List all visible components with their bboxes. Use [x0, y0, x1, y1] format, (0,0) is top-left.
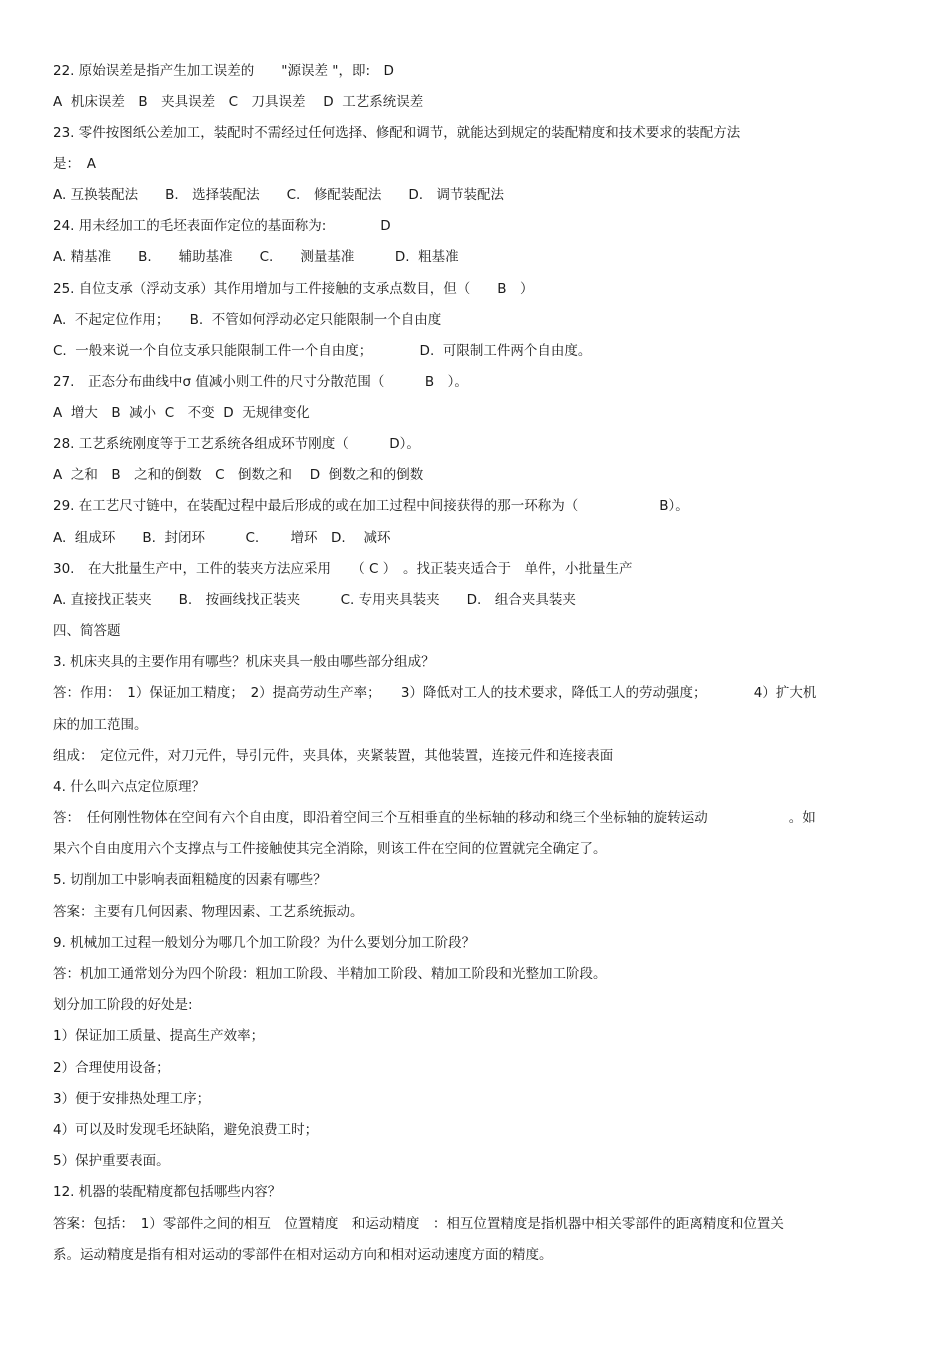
q29-question: 29. 在工艺尺寸链中，在装配过程中最后形成的或在加工过程中间接获得的那一环称为（ B）。 [53, 498, 689, 514]
sa5-answer: 答案：主要有几何因素、物理因素、工艺系统振动。 [53, 904, 364, 920]
q30-question: 30. 在大批量生产中，工件的装夹方法应采用 （ C ） 。找正装夹适合于 单件，小批量生产 [53, 561, 633, 577]
sa4-question: 4. 什么叫六点定位原理？ [53, 779, 206, 795]
q23-question: 23. 零件按图纸公差加工，装配时不需经过任何选择、修配和调节，就能达到规定的装配精度和技术要求的装配方法 [53, 125, 741, 141]
sa5-question: 5. 切削加工中影响表面粗糙度的因素有哪些？ [53, 872, 327, 888]
sa9-benefit-3: 3）便于安排热处理工序； [53, 1091, 211, 1107]
q30-options: A. 直接找正装夹 B. 按画线找正装夹 C. 专用夹具装夹 D. 组合夹具装夹 [53, 592, 576, 608]
sa3-question: 3. 机床夹具的主要作用有哪些？机床夹具一般由哪些部分组成？ [53, 654, 435, 670]
q25-question: 25. 自位支承（浮动支承）其作用增加与工件接触的支承点数目，但（ B ） [53, 281, 534, 297]
q28-options: A 之和 B 之和的倒数 C 倒数之和 D 倒数之和的倒数 [53, 467, 424, 483]
q24-question: 24. 用未经加工的毛坯表面作定位的基面称为: D [53, 218, 391, 234]
q22-question: 22. 原始误差是指产生加工误差的 "源误差 "，即: D [53, 63, 394, 79]
sa9-benefit-2: 2）合理使用设备； [53, 1060, 170, 1076]
sa9-question: 9. 机械加工过程一般划分为哪几个加工阶段？为什么要划分加工阶段？ [53, 935, 476, 951]
sa9-benefit-4: 4）可以及时发现毛坯缺陷，避免浪费工时； [53, 1122, 319, 1138]
q22-options: A 机床误差 B 夹具误差 C 刀具误差 D 工艺系统误差 [53, 94, 424, 110]
sa12-question: 12. 机器的装配精度都包括哪些内容？ [53, 1184, 282, 1200]
sa9-answer: 答：机加工通常划分为四个阶段：粗加工阶段、半精加工阶段、精加工阶段和光整加工阶段。 [53, 966, 607, 982]
sa12-answer-cont: 系。运动精度是指有相对运动的零部件在相对运动方向和相对运动速度方面的精度。 [53, 1247, 553, 1263]
sa4-answer-cont: 果六个自由度用六个支撑点与工件接触使其完全消除，则该工件在空间的位置就完全确定了。 [53, 841, 607, 857]
q28-question: 28. 工艺系统刚度等于工艺系统各组成环节刚度（ D）。 [53, 436, 420, 452]
q29-options: A. 组成环 B. 封闭环 C. 增环 D. 减环 [53, 530, 391, 546]
sa9-benefit-1: 1）保证加工质量、提高生产效率； [53, 1028, 265, 1044]
sa3-answer: 答：作用： 1）保证加工精度； 2）提高劳动生产率； 3）降低对工人的技术要求，降低工人的劳动强度； 4）扩大机 [53, 685, 817, 701]
sa12-answer: 答案：包括： 1）零部件之间的相互 位置精度 和运动精度 ：相互位置精度是指机器中相关零部件的距离精度和位置关 [53, 1216, 784, 1232]
q23-options: A. 互换装配法 B. 选择装配法 C. 修配装配法 D. 调节装配法 [53, 187, 505, 203]
q25-options-ab: A. 不起定位作用； B. 不管如何浮动必定只能限制一个自由度 [53, 312, 442, 328]
q27-options: A 增大 B 减小 C 不变 D 无规律变化 [53, 405, 310, 421]
sa3-answer-cont: 床的加工范围。 [53, 717, 148, 733]
q27-question: 27. 正态分布曲线中σ 值减小则工件的尺寸分散范围（ B ）。 [53, 374, 468, 390]
sa9-benefits-intro: 划分加工阶段的好处是: [53, 997, 193, 1013]
sa4-answer: 答： 任何刚性物体在空间有六个自由度，即沿着空间三个互相垂直的坐标轴的移动和绕三个坐标轴的旋转运动 。如 [53, 810, 816, 826]
sa9-benefit-5: 5）保护重要表面。 [53, 1153, 170, 1169]
q25-options-cd: C. 一般来说一个自位支承只能限制工件一个自由度； D. 可限制工件两个自由度。 [53, 343, 592, 359]
sa3-answer-composition: 组成： 定位元件，对刀元件，导引元件，夹具体，夹紧装置，其他装置，连接元件和连接表面 [53, 748, 614, 764]
q24-options: A. 精基准 B. 辅助基准 C. 测量基准 D. 粗基准 [53, 249, 459, 265]
section-heading: 四、简答题 [53, 623, 121, 639]
q23-question-cont: 是： A [53, 156, 96, 172]
